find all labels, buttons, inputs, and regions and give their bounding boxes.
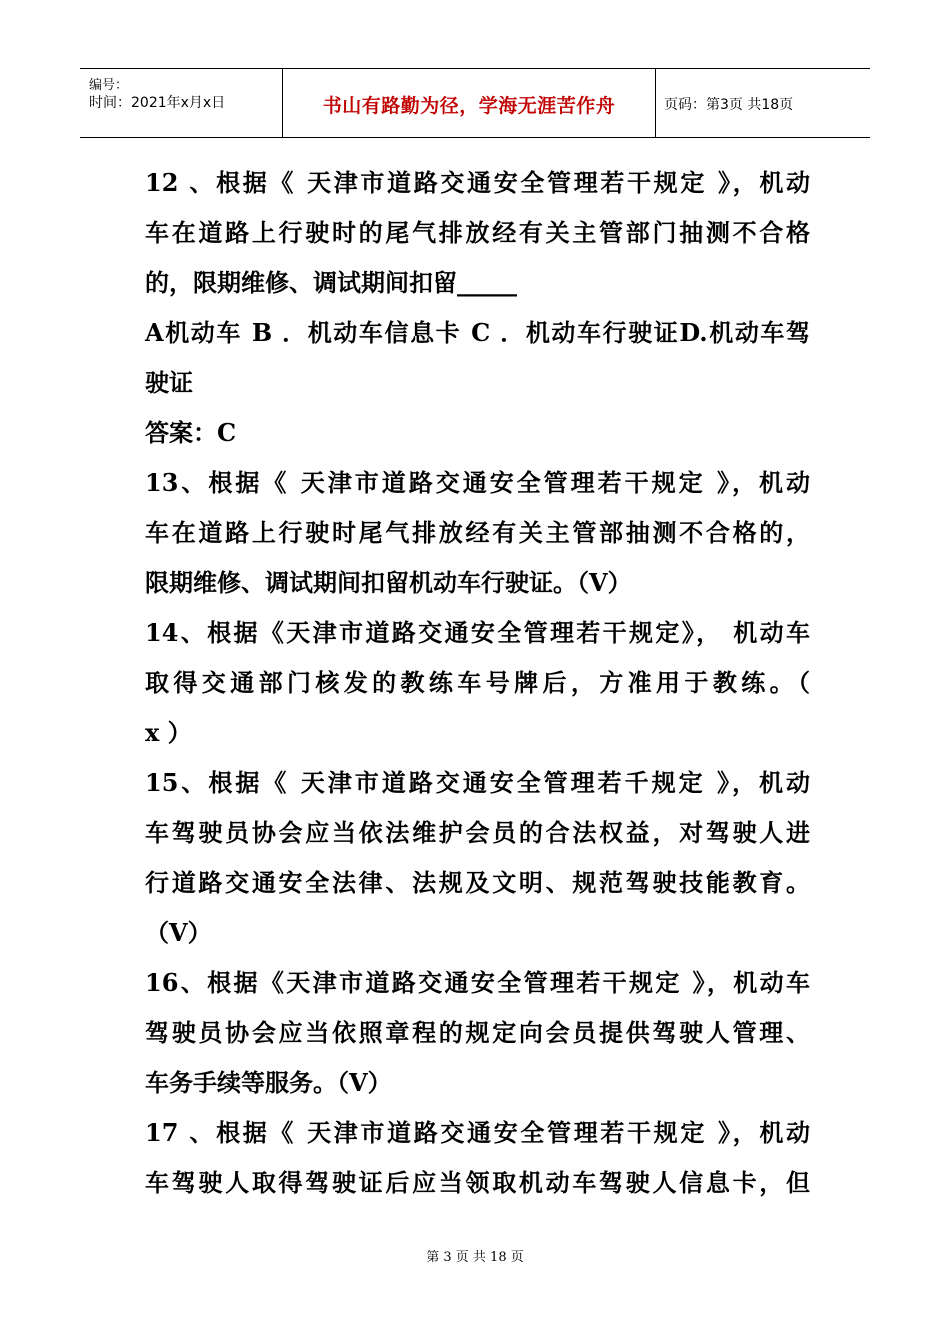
text-line: A机动车 B ．机动车信息卡 C ．机动车行驶证D.机动车驾 <box>145 318 810 347</box>
text-line: 车务手续等服务。（V） <box>145 1068 392 1097</box>
text-line: 取得交通部门核发的教练车号牌后，方准用于教练。（ <box>145 668 810 697</box>
text-line: 16、根据《天津市道路交通安全管理若干规定 》，机动车 <box>145 968 810 997</box>
header-page-number: 页码：第3页 共18页 <box>664 97 794 113</box>
text-line: 驶证 <box>145 368 193 397</box>
document-number-label: 编号： <box>89 78 129 93</box>
header-page-cell <box>655 69 870 137</box>
text-line: 12 、根据《 天津市道路交通安全管理若干规定 》，机动 <box>145 168 810 197</box>
text-line: 车在道路上行驶时的尾气排放经有关主管部门抽测不合格 <box>145 218 810 247</box>
header-motto: 书山有路勤为径，学海无涯苦作舟 <box>322 95 616 117</box>
page-footer: 第 3 页 共 18 页 <box>426 1250 524 1265</box>
header-meta-cell <box>80 69 282 137</box>
text-line: 13、根据《 天津市道路交通安全管理若干规定 》，机动 <box>145 468 810 497</box>
document-time-label: 时间：2021年x月x日 <box>89 95 226 111</box>
text-line: （V） <box>145 918 212 947</box>
text-line: 限期维修、调试期间扣留机动车行驶证。（V） <box>145 568 632 597</box>
text-line: 行道路交通安全法律、法规及文明、规范驾驶技能教育。 <box>145 868 810 897</box>
text-line: 驾驶员协会应当依照章程的规定向会员提供驾驶人管理、 <box>145 1018 810 1047</box>
text-line: 14、根据《天津市道路交通安全管理若干规定》， 机动车 <box>145 618 810 647</box>
text-line: 车驾驶人取得驾驶证后应当领取机动车驾驶人信息卡，但 <box>145 1168 810 1197</box>
header-motto-cell <box>282 69 656 137</box>
answer-line: 答案：C <box>145 418 237 447</box>
text-line: x ） <box>145 718 192 747</box>
text-line: 15、根据《 天津市道路交通安全管理若千规定 》，机动 <box>145 768 810 797</box>
text-line: 17 、根据《 天津市道路交通安全管理若干规定 》，机动 <box>145 1118 810 1147</box>
document-body <box>145 158 810 1208</box>
text-line: 车驾驶员协会应当依法维护会员的合法权益，对驾驶人进 <box>145 818 810 847</box>
text-line: 车在道路上行驶时尾气排放经有关主管部抽测不合格的， <box>145 518 810 547</box>
text-line: 的，限期维修、调试期间扣留_____ <box>145 268 517 297</box>
page-header <box>80 68 870 138</box>
